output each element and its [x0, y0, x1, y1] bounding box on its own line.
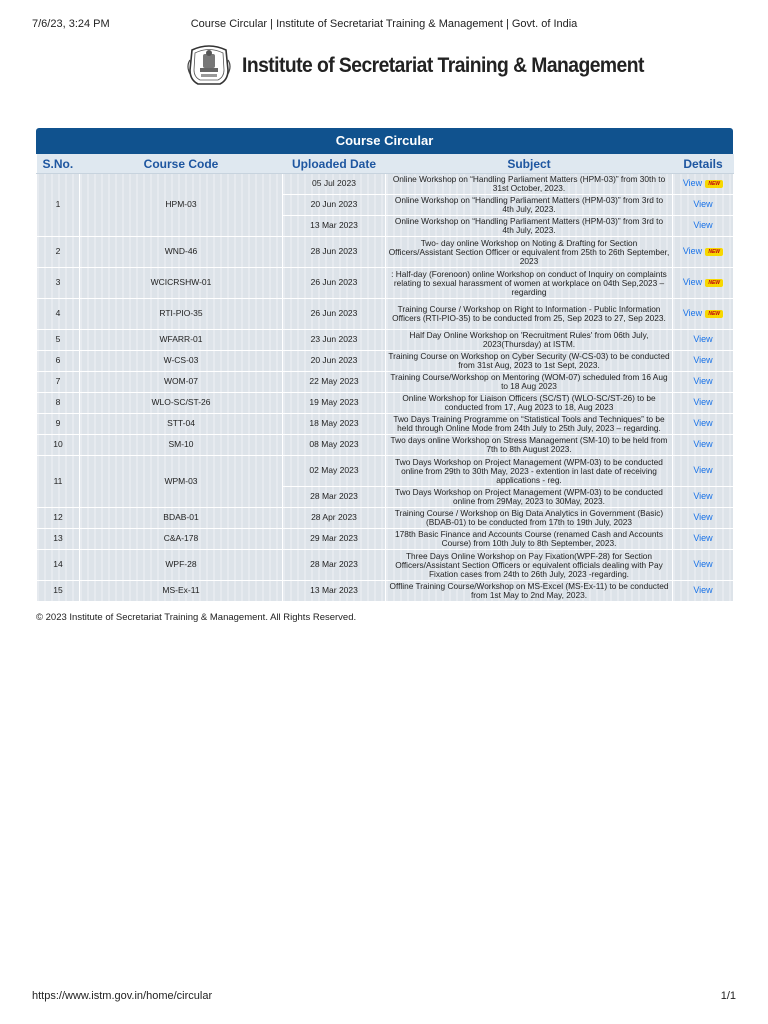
- cell-course-code: WPM-03: [80, 456, 283, 508]
- cell-sno: 4: [37, 299, 80, 330]
- view-link[interactable]: View: [693, 418, 713, 429]
- view-link[interactable]: View: [693, 376, 713, 387]
- cell-subject: Two Days Workshop on Project Management (WPM-03) to be conducted online from 29May, 2023 to 30May, 2023.: [386, 487, 673, 508]
- table-row: [37, 508, 734, 529]
- cell-uploaded-date: 02 May 2023: [283, 456, 386, 487]
- view-link[interactable]: View: [693, 334, 713, 345]
- cell-sno: 12: [37, 508, 80, 529]
- cell-uploaded-date: 28 Jun 2023: [283, 237, 386, 268]
- view-link[interactable]: View: [682, 246, 703, 257]
- table-row: [37, 435, 734, 456]
- table-row: [37, 456, 734, 487]
- cell-course-code: STT-04: [80, 414, 283, 435]
- cell-uploaded-date: 13 Mar 2023: [283, 216, 386, 237]
- cell-sno: 10: [37, 435, 80, 456]
- cell-sno: 7: [37, 372, 80, 393]
- cell-subject: Two- day online Workshop on Noting & Drafting for Section Officers/Assistant Section Officer or equivalent from 25th to 26th September, 2023: [386, 237, 673, 268]
- cell-course-code: BDAB-01: [80, 508, 283, 529]
- cell-sno: 5: [37, 330, 80, 351]
- table-row: [37, 414, 734, 435]
- cell-subject: Online Workshop on “Handling Parliament Matters (HPM-03)” from 3rd to 4th July, 2023.: [386, 216, 673, 237]
- column-header-uploaded-date: Uploaded Date: [283, 154, 386, 174]
- cell-subject: Two Days Workshop on Project Management (WPM-03) to be conducted online from 29th to 30th May, 2023 - extention in last date of receiving applications - reg.: [386, 456, 673, 487]
- cell-course-code: W-CS-03: [80, 351, 283, 372]
- cell-details: [673, 351, 734, 372]
- circular-table: [36, 154, 734, 602]
- new-badge-icon: NEW: [705, 310, 723, 318]
- site-logo[interactable]: [184, 40, 644, 92]
- cell-subject: : Half-day (Forenoon) online Workshop on conduct of Inquiry on complaints relating to sexual harassment of women at workplace on 04th Sep,2023 – regarding: [386, 268, 673, 299]
- cell-details: [673, 508, 734, 529]
- cell-details: [673, 195, 734, 216]
- cell-subject: Online Workshop for Liaison Officers (SC/ST) (WLO-SC/ST-26) to be conducted from 17, Aug 2023 to 18, Aug 2023: [386, 393, 673, 414]
- table-row: [37, 550, 734, 581]
- cell-details: [673, 529, 734, 550]
- table-row: [37, 268, 734, 299]
- cell-subject: Offline Training Course/Workshop on MS-Excel (MS-Ex-11) to be conducted from 1st May to 2nd May, 2023.: [386, 581, 673, 602]
- cell-course-code: WOM-07: [80, 372, 283, 393]
- print-footer: [32, 990, 736, 1004]
- column-header-sno: S.No.: [37, 154, 80, 174]
- cell-uploaded-date: 13 Mar 2023: [283, 581, 386, 602]
- view-link[interactable]: View: [693, 491, 713, 502]
- cell-course-code: WLO-SC/ST-26: [80, 393, 283, 414]
- cell-course-code: WND-46: [80, 237, 283, 268]
- cell-course-code: C&A-178: [80, 529, 283, 550]
- print-page-title: Course Circular | Institute of Secretariat Training & Management | Govt. of India: [190, 18, 578, 30]
- cell-details: [673, 393, 734, 414]
- view-link[interactable]: View: [693, 559, 713, 570]
- cell-sno: 2: [37, 237, 80, 268]
- cell-details: [673, 487, 734, 508]
- cell-subject: Three Days Online Workshop on Pay Fixation(WPF-28) for Section Officers/Assistant Section Officers or equivalent officials dealing with Pay Fixation cases from 24th to 26th July, 2023 -regarding.: [386, 550, 673, 581]
- print-url: https://www.istm.gov.in/home/circular: [32, 990, 213, 1002]
- column-header-subject: Subject: [386, 154, 673, 174]
- new-badge-icon: NEW: [705, 279, 723, 287]
- view-link[interactable]: View: [693, 355, 713, 366]
- cell-uploaded-date: 18 May 2023: [283, 414, 386, 435]
- table-header-row: [37, 154, 734, 174]
- view-link[interactable]: View: [693, 585, 713, 596]
- cell-details: [673, 174, 734, 195]
- cell-uploaded-date: 28 Mar 2023: [283, 550, 386, 581]
- cell-sno: 1: [37, 174, 80, 237]
- cell-uploaded-date: 26 Jun 2023: [283, 299, 386, 330]
- cell-uploaded-date: 05 Jul 2023: [283, 174, 386, 195]
- cell-uploaded-date: 08 May 2023: [283, 435, 386, 456]
- table-row: [37, 299, 734, 330]
- cell-subject: Training Course on Workshop on Cyber Security (W-CS-03) to be conducted from 31st Aug, 2023 to 1st Sept, 2023.: [386, 351, 673, 372]
- cell-details: [673, 435, 734, 456]
- cell-details: [673, 414, 734, 435]
- cell-subject: Training Course / Workshop on Right to Information - Public Information Officers (RTI-PIO-35) to be conducted from 25, Sep 2023 to 27, Sep 2023.: [386, 299, 673, 330]
- course-circular-panel: [36, 128, 733, 602]
- cell-sno: 11: [37, 456, 80, 508]
- cell-uploaded-date: 29 Mar 2023: [283, 529, 386, 550]
- table-row: [37, 529, 734, 550]
- cell-uploaded-date: 28 Apr 2023: [283, 508, 386, 529]
- cell-subject: Two days online Workshop on Stress Management (SM-10) to be held from 7th to 8th August 2023.: [386, 435, 673, 456]
- cell-subject: Half Day Online Workshop on 'Recruitment Rules' from 06th July, 2023(Thursday) at ISTM.: [386, 330, 673, 351]
- cell-details: [673, 237, 734, 268]
- cell-uploaded-date: 20 Jun 2023: [283, 195, 386, 216]
- cell-uploaded-date: 20 Jun 2023: [283, 351, 386, 372]
- cell-subject: Online Workshop on “Handling Parliament Matters (HPM-03)” from 30th to 31st October, 2023.: [386, 174, 673, 195]
- cell-course-code: HPM-03: [80, 174, 283, 237]
- cell-sno: 9: [37, 414, 80, 435]
- table-row: [37, 393, 734, 414]
- view-link[interactable]: View: [682, 178, 703, 189]
- cell-sno: 13: [37, 529, 80, 550]
- view-link[interactable]: View: [693, 533, 713, 544]
- cell-uploaded-date: 23 Jun 2023: [283, 330, 386, 351]
- print-datetime: 7/6/23, 3:24 PM: [32, 18, 110, 30]
- view-link[interactable]: View: [682, 277, 703, 288]
- print-page-number: 1/1: [720, 990, 736, 1002]
- cell-subject: Training Course/Workshop on Mentoring (WOM-07) scheduled from 16 Aug to 18 Aug 2023: [386, 372, 673, 393]
- table-row: [37, 351, 734, 372]
- cell-subject: Training Course / Workshop on Big Data Analytics in Government (Basic) (BDAB-01) to be conducted from 17th to 19th July, 2023: [386, 508, 673, 529]
- print-header: [32, 18, 736, 32]
- cell-sno: 14: [37, 550, 80, 581]
- cell-uploaded-date: 19 May 2023: [283, 393, 386, 414]
- table-row: [37, 330, 734, 351]
- view-link[interactable]: View: [693, 397, 713, 408]
- cell-uploaded-date: 22 May 2023: [283, 372, 386, 393]
- cell-course-code: RTI-PIO-35: [80, 299, 283, 330]
- cell-details: [673, 581, 734, 602]
- cell-course-code: WPF-28: [80, 550, 283, 581]
- copyright-text: © 2023 Institute of Secretariat Training & Management. All Rights Reserved.: [36, 612, 357, 623]
- cell-course-code: SM-10: [80, 435, 283, 456]
- cell-subject: Two Days Training Programme on “Statistical Tools and Techniques” to be held through Online Mode from 24th July to 25th July, 2023 – regarding.: [386, 414, 673, 435]
- column-header-details: Details: [673, 154, 734, 174]
- cell-course-code: WFARR-01: [80, 330, 283, 351]
- table-row: [37, 174, 734, 195]
- cell-uploaded-date: 28 Mar 2023: [283, 487, 386, 508]
- cell-subject: 178th Basic Finance and Accounts Course (renamed Cash and Accounts Course) from 10th July to 8th September, 2023.: [386, 529, 673, 550]
- view-link[interactable]: View: [693, 220, 713, 231]
- cell-uploaded-date: 26 Jun 2023: [283, 268, 386, 299]
- national-emblem-icon: [184, 40, 234, 90]
- cell-details: [673, 216, 734, 237]
- new-badge-icon: NEW: [705, 248, 723, 256]
- view-link[interactable]: View: [693, 199, 713, 210]
- cell-details: [673, 299, 734, 330]
- cell-details: [673, 456, 734, 487]
- new-badge-icon: NEW: [705, 180, 723, 188]
- table-row: [37, 237, 734, 268]
- table-row: [37, 372, 734, 393]
- cell-details: [673, 330, 734, 351]
- view-link[interactable]: View: [682, 308, 703, 319]
- panel-title: Course Circular: [36, 128, 733, 154]
- cell-details: [673, 372, 734, 393]
- cell-course-code: WCICRSHW-01: [80, 268, 283, 299]
- site-title: Institute of Secretariat Training & Management: [242, 54, 644, 77]
- cell-sno: 3: [37, 268, 80, 299]
- cell-details: [673, 550, 734, 581]
- cell-details: [673, 268, 734, 299]
- view-link[interactable]: View: [693, 465, 713, 476]
- cell-sno: 15: [37, 581, 80, 602]
- cell-sno: 6: [37, 351, 80, 372]
- column-header-course-code: Course Code: [80, 154, 283, 174]
- cell-course-code: MS-Ex-11: [80, 581, 283, 602]
- table-row: [37, 581, 734, 602]
- view-link[interactable]: View: [693, 512, 713, 523]
- cell-sno: 8: [37, 393, 80, 414]
- view-link[interactable]: View: [693, 439, 713, 450]
- cell-subject: Online Workshop on “Handling Parliament Matters (HPM-03)” from 3rd to 4th July, 2023.: [386, 195, 673, 216]
